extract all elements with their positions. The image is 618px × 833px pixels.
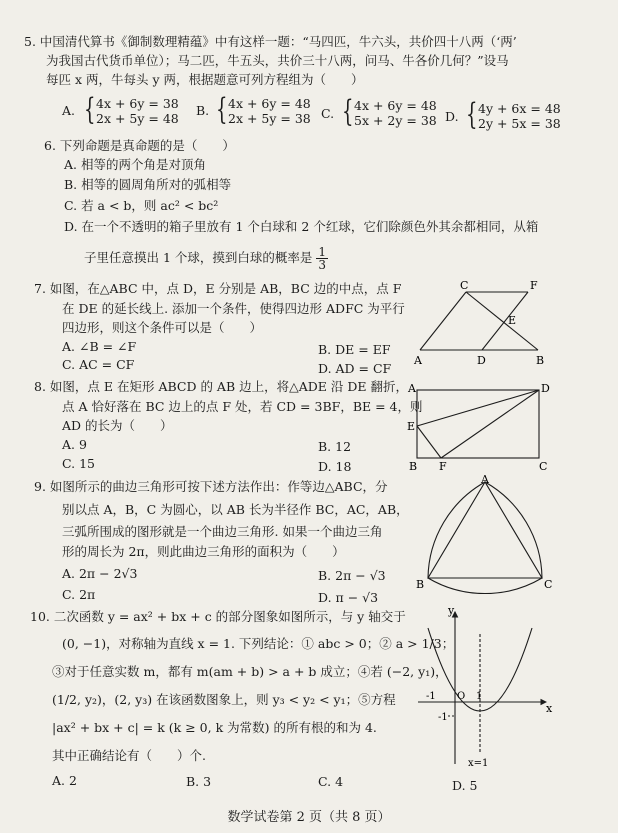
q5-option-a-eq2: 2x + 5y = 48: [96, 111, 179, 126]
q10-line3: ③对于任意实数 m，都有 m(am + b) > a + b 成立；④若 (−2, y₁)，: [52, 664, 448, 679]
q7-label-d: D: [477, 354, 486, 367]
q5-option-d-eq2: 2y + 5x = 38: [478, 116, 561, 131]
q6-line1: 6. 下列命题是真命题的是（ ）: [44, 138, 235, 153]
q7-label-e: E: [508, 314, 517, 327]
q8-segment-fd: [441, 390, 539, 458]
q5-option-b: { 4x + 6y = 48 2x + 5y = 38: [216, 92, 311, 127]
q10-label-y: y: [448, 604, 455, 617]
q8-label-e: E: [407, 420, 416, 433]
q8-option-b: B. 12: [318, 439, 352, 454]
q7-line3: 四边形，则这个条件可以是（ ）: [62, 320, 263, 335]
q10-option-a: A. 2: [52, 773, 77, 788]
q7-option-a: A. ∠B = ∠F: [62, 339, 137, 354]
q6-option-d-line2: [84, 246, 328, 271]
q8-line1: 8. 如图，点 E 在矩形 ABCD 的 AB 边上，将△ADE 沿 DE 翻折，: [34, 379, 408, 394]
q7-side-fd: [482, 292, 528, 350]
q8-option-c: C. 15: [62, 456, 95, 471]
q5-option-b-eq2: 2x + 5y = 38: [228, 111, 311, 126]
q9-figure: [410, 474, 560, 594]
q9-line3: 三弧所围成的图形就是一个曲边三角形. 如果一个曲边三角: [62, 524, 383, 539]
q9-option-b: B. 2π − √3: [318, 568, 386, 583]
q8-label-c: C: [539, 460, 548, 472]
q10-label-axis: x=1: [468, 758, 489, 769]
q5-option-d: { 4y + 6x = 48 2y + 5x = 38: [466, 97, 561, 132]
q9-label-a: A: [481, 474, 489, 486]
q8-line2: 点 A 恰好落在 BC 边上的点 F 处，若 CD = 3BF，BE = 4，则: [62, 399, 423, 414]
q5-option-a-eq1: 4x + 6y = 38: [96, 96, 179, 111]
q5-option-c-eq2: 5x + 2y = 38: [354, 113, 437, 128]
q10-label-x: x: [546, 702, 553, 715]
q10-option-b: B. 3: [186, 774, 212, 789]
q7-figure: [400, 278, 550, 370]
q7-label-c: C: [460, 279, 469, 292]
q9-option-c: C. 2π: [62, 587, 96, 602]
q10-label-origin: O: [457, 691, 466, 702]
q5-option-c-eq1: 4x + 6y = 48: [354, 98, 437, 113]
page-footer: 数学试卷第 2 页（共 8 页）: [227, 810, 391, 825]
q7-option-b: B. DE = EF: [318, 342, 391, 357]
q8-label-a: A: [408, 382, 416, 395]
q5-option-c: { 4x + 6y = 48 5x + 2y = 38: [342, 94, 437, 129]
q5-line2: 为我国古代货币单位）；马二匹，牛五头，共价三十八两，问马、牛各价几何？”设马: [46, 53, 509, 68]
q6-option-d-text: 子里任意摸出 1 个球，摸到白球的概率是: [84, 250, 313, 265]
q6-option-c: C. 若 a < b，则 ac² < bc²: [64, 198, 219, 213]
q5-option-d-eq1: 4y + 6x = 48: [478, 101, 561, 116]
q8-segment-ef: [417, 426, 441, 458]
q9-line2: 别以点 A，B，C 为圆心，以 AB 长为半径作 BC，AC，AB，: [62, 502, 409, 517]
q8-option-a: A. 9: [62, 437, 87, 452]
q7-label-b: B: [536, 354, 545, 367]
q8-label-b: B: [409, 460, 418, 472]
q6-option-d-line1: D. 在一个不透明的箱子里放有 1 个白球和 2 个红球，它们除颜色外其余都相同，从箱: [64, 219, 539, 234]
q7-label-f: F: [530, 279, 538, 292]
q6-fraction: [316, 246, 328, 271]
q7-option-d: D. AD = CF: [318, 361, 392, 376]
q10-label-one: 1: [476, 691, 483, 702]
q10-label-minus1-x: -1: [426, 691, 436, 702]
q10-option-d: D. 5: [452, 778, 478, 793]
q6-fraction-numerator: 1: [318, 245, 327, 259]
q8-rectangle: [417, 390, 539, 458]
q8-label-d: D: [541, 382, 550, 395]
q7-option-c: C. AC = CF: [62, 357, 135, 372]
q9-option-a: A. 2π − 2√3: [62, 566, 138, 581]
q9-arc-bc: [428, 578, 542, 594]
q7-line1: 7. 如图，在△ABC 中，点 D，E 分别是 AB，BC 边的中点，点 F: [34, 281, 402, 296]
q9-line1: 9. 如图所示的曲边三角形可按下述方法作出：作等边△ABC，分: [34, 479, 388, 494]
q7-side-cb: [466, 292, 538, 350]
q10-line6: 其中正确结论有（ ）个.: [52, 748, 206, 763]
q9-triangle: [428, 482, 542, 578]
q5-line3: 每匹 x 两，牛每头 y 两，根据题意可列方程组为（ ）: [46, 72, 364, 87]
q5-option-a-label: A.: [62, 103, 76, 118]
q6-option-b: B. 相等的圆周角所对的弧相等: [64, 177, 232, 192]
q9-option-d: D. π − √3: [318, 590, 379, 605]
q10-figure: [410, 604, 560, 776]
q7-side-ac: [420, 292, 466, 350]
q5-line1: 5. 中国清代算书《御制数理精蕴》中有这样一题：“马四匹，牛六头，共价四十八两（‘两’: [24, 34, 517, 49]
q5-option-b-label: B.: [196, 103, 210, 118]
q8-segment-ed: [417, 390, 539, 426]
q8-figure: [405, 380, 555, 472]
q10-line2: (0, −1)，对称轴为直线 x = 1. 下列结论：① abc > 0；② a > 1/3；: [62, 636, 455, 651]
q10-line5: |ax² + bx + c| = k (k ≥ 0, k 为常数) 的所有根的和为 4.: [52, 720, 377, 735]
q8-option-d: D. 18: [318, 459, 352, 474]
q10-line4: (1/2, y₂)，(2, y₃) 在该函数图象上，则 y₃ < y₂ < y₁；⑤方程: [52, 692, 396, 707]
q9-label-c: C: [544, 578, 553, 591]
q9-label-b: B: [416, 578, 425, 591]
q5-option-a: { 4x + 6y = 38 2x + 5y = 48: [84, 92, 179, 127]
q10-label-minus1-y: -1: [438, 712, 448, 723]
q10-option-c: C. 4: [318, 774, 344, 789]
q5-option-b-eq1: 4x + 6y = 48: [228, 96, 311, 111]
q6-option-a: A. 相等的两个角是对顶角: [64, 157, 206, 172]
q10-line1: 10. 二次函数 y = ax² + bx + c 的部分图象如图所示，与 y 轴交于: [30, 609, 406, 624]
q5-option-c-label: C.: [321, 106, 335, 121]
q7-line2: 在 DE 的延长线上. 添加一个条件，使得四边形 ADFC 为平行: [62, 301, 405, 316]
q7-label-a: A: [414, 354, 422, 367]
q6-fraction-denominator: 3: [318, 258, 327, 272]
q8-line3: AD 的长为（ ）: [62, 418, 173, 433]
q9-line4: 形的周长为 2π，则此曲边三角形的面积为（ ）: [62, 544, 345, 559]
q8-label-f: F: [439, 460, 447, 472]
q5-option-d-label: D.: [445, 109, 459, 124]
